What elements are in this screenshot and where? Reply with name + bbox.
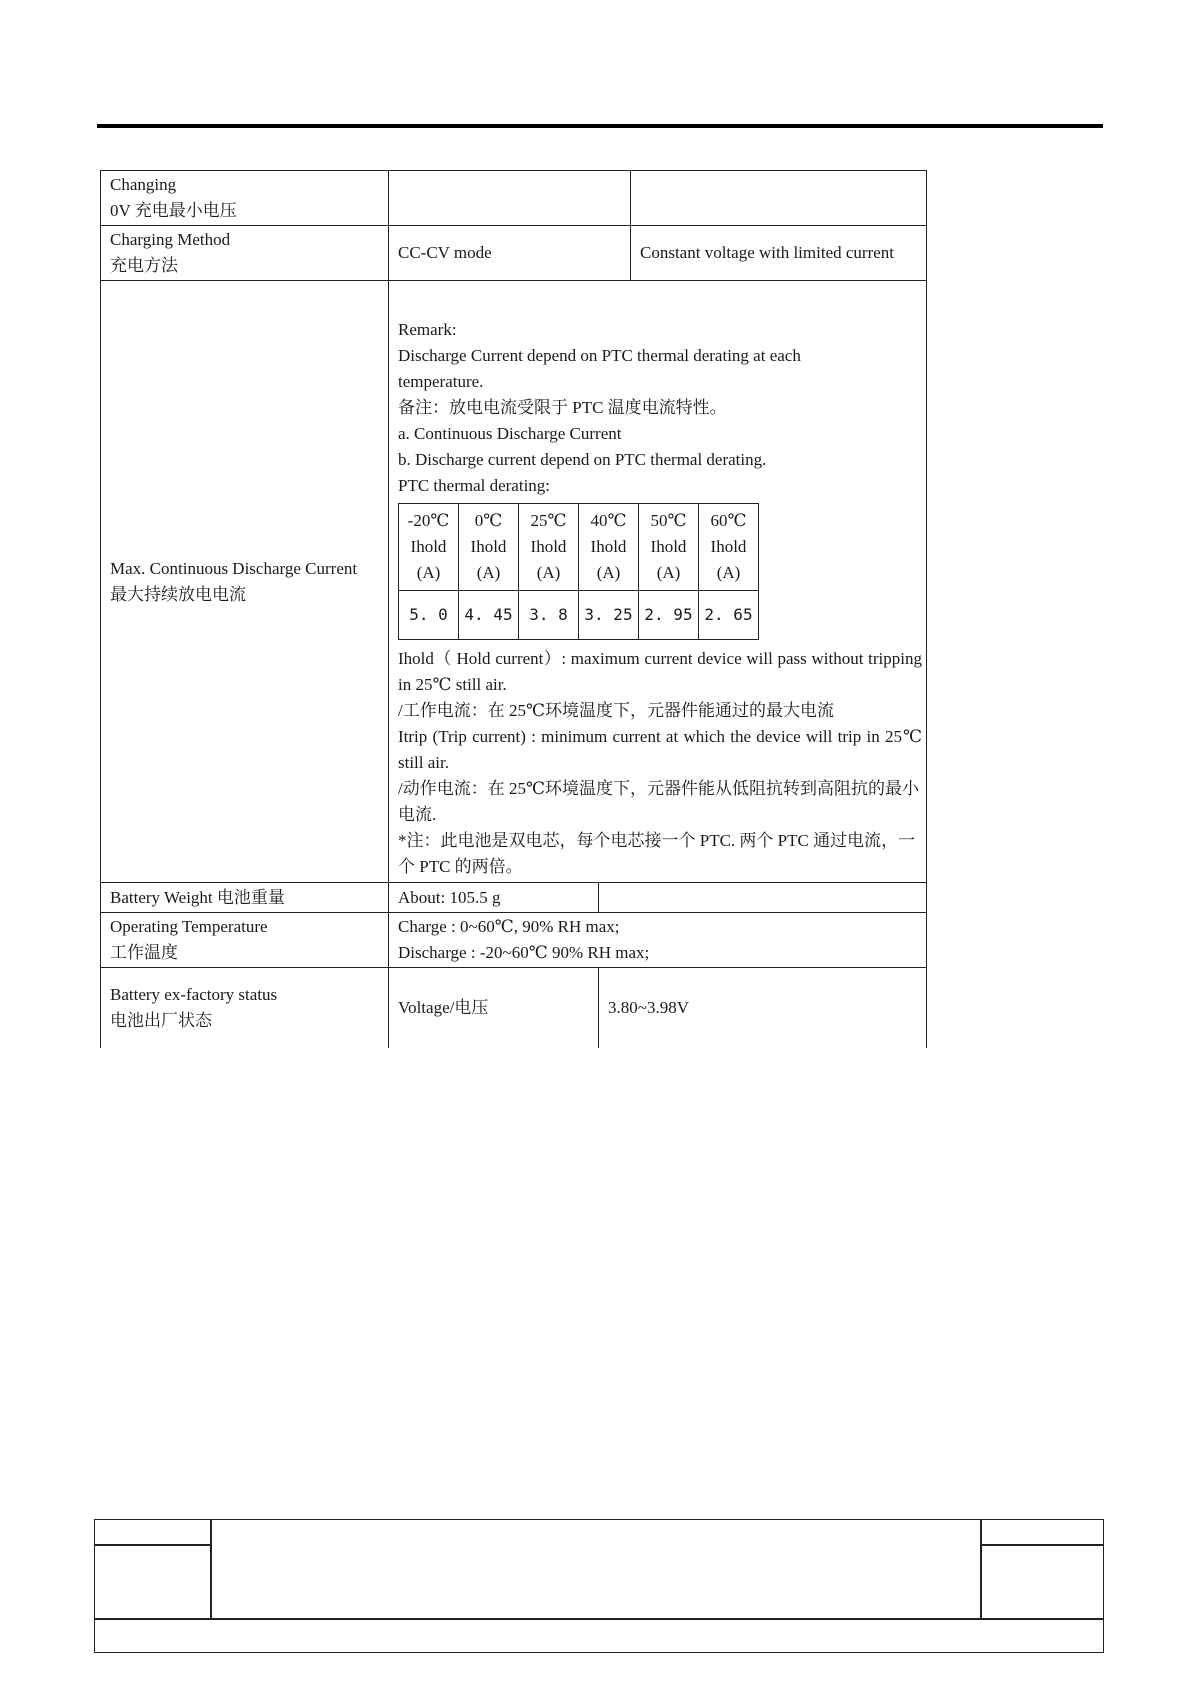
derating-temp: 50℃	[650, 511, 687, 530]
remark-title: Remark:	[398, 320, 457, 339]
label-en: Max. Continuous Discharge Current	[110, 558, 358, 578]
ihold-definition: Ihold（ Hold current）: maximum current device will pass without tripping in 25℃ still air.	[398, 649, 922, 694]
derating-value: 3. 25	[579, 591, 639, 640]
derating-temp: 40℃	[590, 511, 627, 530]
derating-label: Ihold	[470, 537, 507, 556]
derating-header-cell	[519, 504, 579, 591]
ihold-cn: /工作电流：在 25℃环境温度下，元器件能通过的最大电流	[398, 701, 834, 720]
derating-temp: 60℃	[710, 511, 747, 530]
charge-range: Charge : 0~60℃, 90% RH max;	[398, 917, 620, 936]
derating-title: PTC thermal derating:	[398, 476, 551, 495]
derating-label: Ihold	[410, 537, 447, 556]
footer-divider	[95, 1544, 210, 1546]
derating-label: Ihold	[530, 537, 567, 556]
derating-header-cell	[699, 504, 759, 591]
footer-box	[94, 1519, 1104, 1653]
derating-value-row	[399, 591, 759, 640]
value-cell: Constant voltage with limited current	[631, 226, 927, 281]
remark-cell	[389, 281, 927, 883]
label-cell	[101, 226, 389, 281]
remark-item-b: b. Discharge current depend on PTC thermal derating.	[398, 450, 767, 469]
remark-cn: 备注：放电电流受限于 PTC 温度电流特性。	[398, 398, 727, 417]
header-rule	[97, 124, 1103, 128]
derating-value: 2. 95	[639, 591, 699, 640]
label-cell	[101, 913, 389, 968]
label-cell	[101, 968, 389, 1049]
label-en: Changing	[110, 175, 177, 194]
table-row-changing	[101, 171, 927, 226]
footer-divider	[210, 1520, 212, 1618]
param-cell: Voltage/电压	[389, 968, 599, 1049]
note-cn: *注：此电池是双电芯，每个电芯接一个 PTC. 两个 PTC 通过电流，一个 PTC 的两倍。	[398, 831, 916, 876]
label-cn: 工作温度	[110, 943, 178, 962]
label-cell	[101, 281, 389, 883]
derating-value: 2. 65	[699, 591, 759, 640]
derating-unit: (A)	[476, 563, 501, 582]
label-cn: 电池出厂状态	[110, 1011, 212, 1030]
value-cell: CC-CV mode	[389, 226, 631, 281]
derating-temp: 25℃	[530, 511, 567, 530]
label-en: Operating Temperature	[110, 917, 268, 936]
label-cn: 充电方法	[110, 256, 178, 275]
derating-unit: (A)	[536, 563, 561, 582]
derating-header-row	[399, 504, 759, 591]
table-row-exfactory	[101, 968, 927, 1049]
derating-unit: (A)	[656, 563, 681, 582]
discharge-range: Discharge : -20~60℃ 90% RH max;	[398, 943, 650, 962]
derating-header-cell	[399, 504, 459, 591]
derating-value: 5. 0	[399, 591, 459, 640]
value-cell	[389, 171, 631, 226]
remark-line: Discharge Current depend on PTC thermal derating at each temperature.	[398, 346, 801, 391]
table-row-temperature	[101, 913, 927, 968]
table-row-discharge	[101, 281, 927, 883]
itrip-definition: Itrip (Trip current) : minimum current at which the device will trip in 25℃ still air.	[398, 727, 922, 772]
derating-unit: (A)	[416, 563, 441, 582]
label-en: Charging Method	[110, 230, 231, 249]
derating-temp: -20℃	[407, 511, 450, 530]
footer-divider	[981, 1544, 1103, 1546]
derating-label: Ihold	[710, 537, 747, 556]
footer-divider	[980, 1520, 982, 1618]
remark-item-a: a. Continuous Discharge Current	[398, 424, 622, 443]
derating-value: 3. 8	[519, 591, 579, 640]
value-cell: About: 105.5 g	[389, 883, 599, 913]
value-cell: 3.80~3.98V	[599, 968, 927, 1049]
table-row-weight	[101, 883, 927, 913]
derating-label: Ihold	[590, 537, 627, 556]
derating-temp: 0℃	[474, 511, 503, 530]
spec-table	[100, 170, 927, 1048]
derating-value: 4. 45	[459, 591, 519, 640]
value-cell	[599, 883, 927, 913]
label-cn: 最大持续放电电流	[110, 584, 246, 604]
label-en: Battery ex-factory status	[110, 985, 278, 1004]
footer-divider	[95, 1618, 1103, 1620]
derating-label: Ihold	[650, 537, 687, 556]
table-row-charging-method	[101, 226, 927, 281]
derating-unit: (A)	[596, 563, 621, 582]
value-cell	[631, 171, 927, 226]
derating-unit: (A)	[716, 563, 741, 582]
derating-header-cell	[639, 504, 699, 591]
derating-table	[398, 503, 759, 640]
label-cell: Battery Weight 电池重量	[101, 883, 389, 913]
derating-header-cell	[459, 504, 519, 591]
label-cell	[101, 171, 389, 226]
label-cn: 0V 充电最小电压	[110, 201, 237, 220]
itrip-cn: /动作电流：在 25℃环境温度下，元器件能从低阻抗转到高阻抗的最小电流.	[398, 779, 919, 824]
value-cell	[389, 913, 927, 968]
derating-header-cell	[579, 504, 639, 591]
